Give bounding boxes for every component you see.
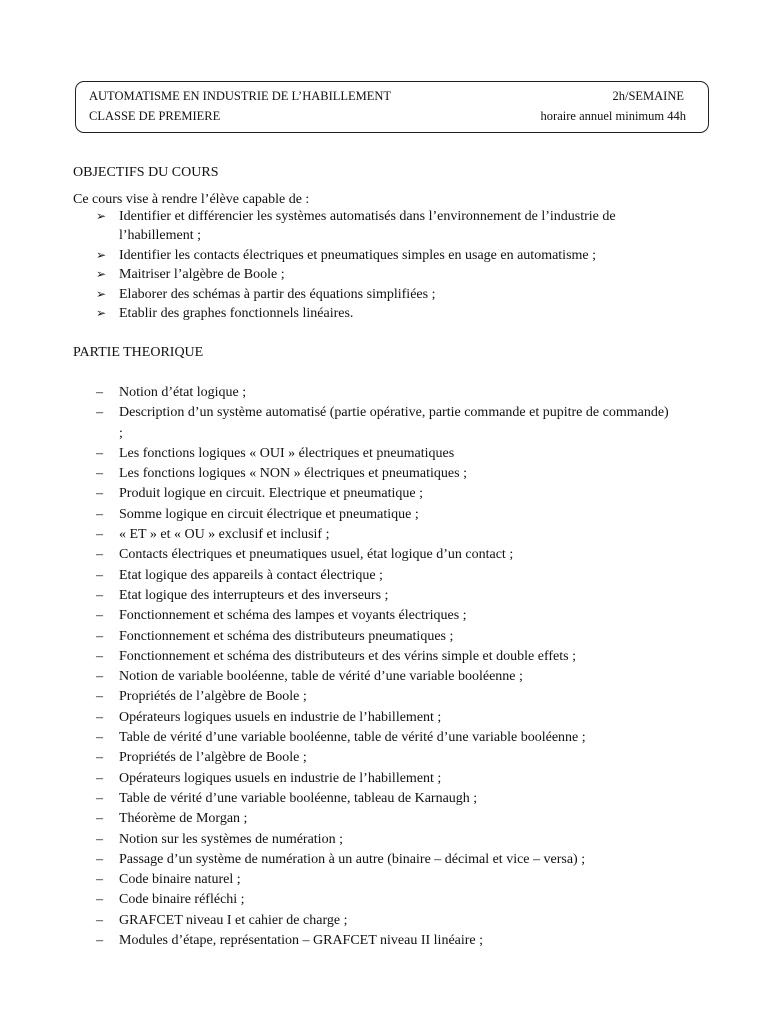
dash-bullet-icon: – [96, 689, 103, 705]
objectives-list [0, 207, 768, 323]
list-item: – Les fonctions logiques « NON » électriques et pneumatiques ; [0, 464, 768, 484]
dash-bullet-icon: – [96, 628, 103, 644]
list-item: – Propriétés de l’algèbre de Boole ; [0, 687, 768, 707]
dash-bullet-icon: – [96, 506, 103, 522]
objectives-heading: OBJECTIFS DU COURS [73, 165, 219, 180]
course-title: AUTOMATISME EN INDUSTRIE DE L’HABILLEMENT [89, 89, 392, 103]
list-item: ➢ Maitriser l’algèbre de Boole ; [0, 265, 768, 284]
list-item: – Opérateurs logiques usuels en industrie de l’habillement ; [0, 769, 768, 789]
dash-bullet-icon: – [96, 831, 103, 847]
weekly-hours: 2h/SEMAINE [612, 89, 684, 103]
dash-bullet-icon: – [96, 770, 103, 786]
list-item: ➢ Identifier les contacts électriques et pneumatiques simples en usage en automatisme ; [0, 246, 768, 265]
dash-bullet-icon: – [96, 567, 103, 583]
dash-bullet-icon: – [96, 587, 103, 603]
dash-bullet-icon: – [96, 933, 103, 949]
list-item: – Etat logique des interrupteurs et des inverseurs ; [0, 586, 768, 606]
dash-bullet-icon: – [96, 608, 103, 624]
list-item: – Code binaire réfléchi ; [0, 890, 768, 910]
dash-bullet-icon: – [96, 466, 103, 482]
dash-bullet-icon: – [96, 709, 103, 725]
list-item: – Somme logique en circuit électrique et pneumatique ; [0, 505, 768, 525]
list-item: – Produit logique en circuit. Electrique et pneumatique ; [0, 484, 768, 504]
list-item: – Notion de variable booléenne, table de vérité d’une variable booléenne ; [0, 667, 768, 687]
list-item: – Fonctionnement et schéma des lampes et voyants électriques ; [0, 606, 768, 626]
list-item: – Théorème de Morgan ; [0, 809, 768, 829]
list-item: – Opérateurs logiques usuels en industrie de l’habillement ; [0, 708, 768, 728]
arrow-bullet-icon: ➢ [96, 306, 107, 321]
header-row-1 [89, 87, 686, 105]
list-item: – Notion sur les systèmes de numération ; [0, 830, 768, 850]
course-header-box [75, 81, 709, 133]
annual-hours: horaire annuel minimum 44h [540, 109, 686, 123]
list-item: – Contacts électriques et pneumatiques usuel, état logique d’un contact ; [0, 545, 768, 565]
dash-bullet-icon: – [96, 750, 103, 766]
class-level: CLASSE DE PREMIERE [89, 109, 221, 123]
list-item: – Notion d’état logique ; [0, 383, 768, 403]
arrow-bullet-icon: ➢ [96, 267, 107, 282]
list-item: – Les fonctions logiques « OUI » électriques et pneumatiques [0, 444, 768, 464]
dash-bullet-icon: – [96, 892, 103, 908]
dash-bullet-icon: – [96, 547, 103, 563]
arrow-bullet-icon: ➢ [96, 286, 107, 301]
list-item: ➢ Identifier et différencier les systèmes automatisés dans l’environnement de l’industrie de l’habillement ; [96, 209, 616, 244]
list-item: – « ET » et « OU » exclusif et inclusif ; [0, 525, 768, 545]
dash-bullet-icon: – [96, 669, 103, 685]
dash-bullet-icon: – [96, 486, 103, 502]
list-item: – Etat logique des appareils à contact électrique ; [0, 566, 768, 586]
list-item: – Code binaire naturel ; [0, 870, 768, 890]
dash-bullet-icon: – [96, 811, 103, 827]
dash-bullet-icon: – [96, 445, 103, 461]
dash-bullet-icon: – [96, 730, 103, 746]
list-item: – GRAFCET niveau I et cahier de charge ; [0, 911, 768, 931]
header-row-2 [89, 107, 686, 125]
list-item: – Fonctionnement et schéma des distributeurs et des vérins simple et double effets ; [0, 647, 768, 667]
dash-bullet-icon: – [96, 648, 103, 664]
list-item: – Modules d’étape, représentation – GRAFCET niveau II linéaire ; [0, 931, 768, 951]
list-item: ➢ Elaborer des schémas à partir des équations simplifiées ; [0, 285, 768, 304]
dash-bullet-icon: – [96, 527, 103, 543]
theory-list [0, 383, 768, 951]
dash-bullet-icon: – [96, 385, 103, 400]
list-item: – Table de vérité d’une variable booléenne, tableau de Karnaugh ; [0, 789, 768, 809]
dash-bullet-icon: – [96, 912, 103, 928]
dash-bullet-icon: – [96, 405, 103, 421]
dash-bullet-icon: – [96, 790, 103, 806]
list-item: – Table de vérité d’une variable booléenne, table de vérité d’une variable booléenne ; [0, 728, 768, 748]
arrow-bullet-icon: ➢ [96, 209, 107, 223]
dash-bullet-icon: – [96, 851, 103, 867]
dash-bullet-icon: – [96, 872, 103, 888]
list-item: – Description d’un système automatisé (partie opérative, partie commande et pupitre de commande) ; [96, 405, 669, 441]
list-item: – Propriétés de l’algèbre de Boole ; [0, 748, 768, 768]
objectives-intro: Ce cours vise à rendre l’élève capable de : [73, 192, 310, 207]
theory-heading: PARTIE THEORIQUE [73, 345, 204, 360]
list-item: – Fonctionnement et schéma des distributeurs pneumatiques ; [0, 627, 768, 647]
list-item: ➢ Etablir des graphes fonctionnels linéaires. [0, 304, 768, 323]
arrow-bullet-icon: ➢ [96, 247, 107, 262]
list-item: – Passage d’un système de numération à un autre (binaire – décimal et vice – versa) ; [0, 850, 768, 870]
